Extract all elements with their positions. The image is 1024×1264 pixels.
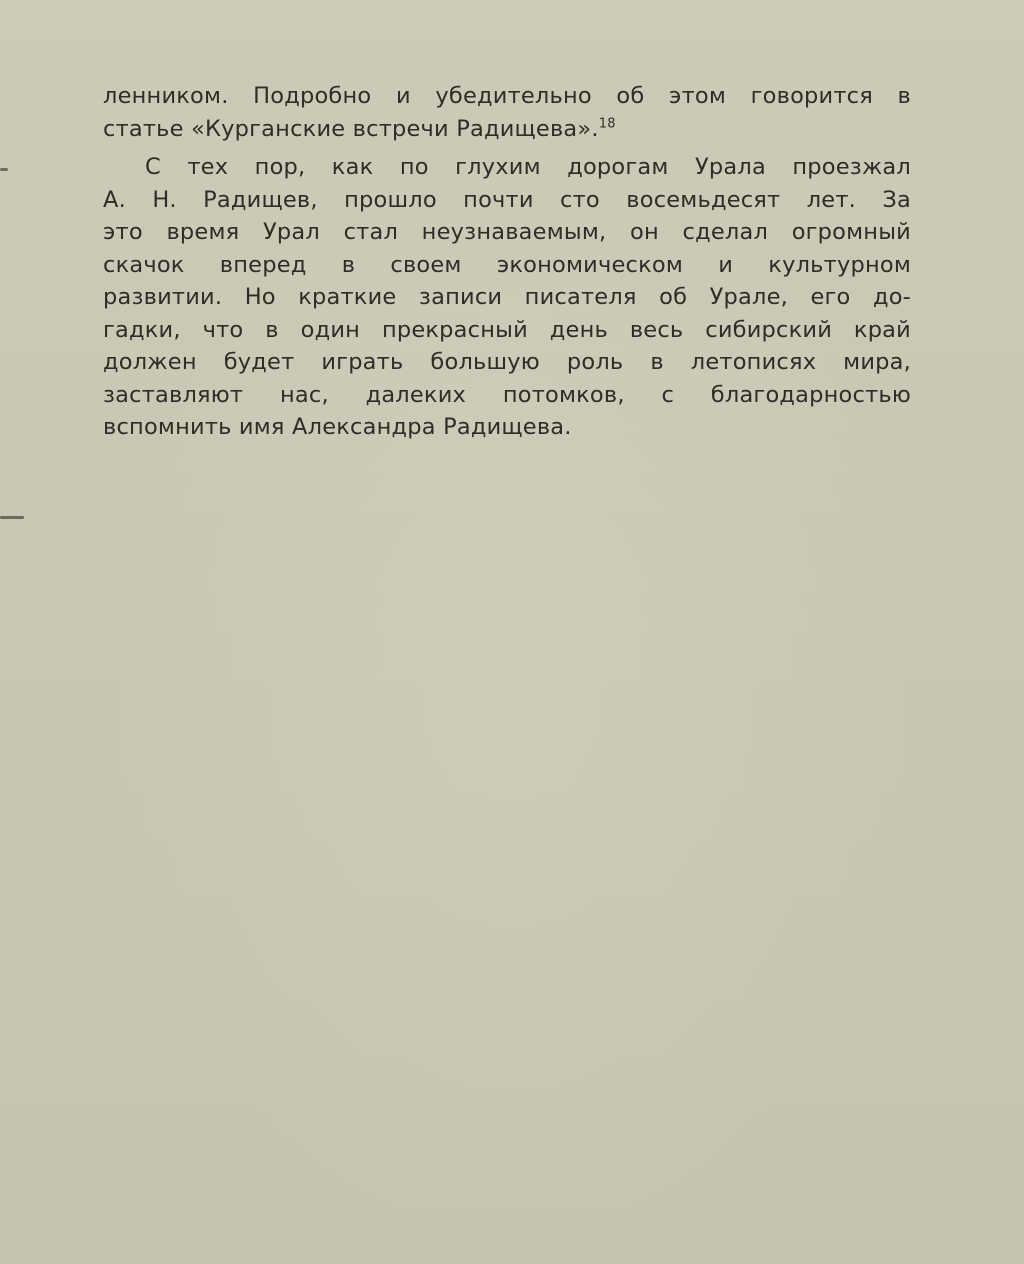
text-line: скачок вперед в своем экономическом и культурном xyxy=(103,251,911,278)
text-line: вспомнить имя Александра Радищева. xyxy=(103,414,572,440)
text-line: гадки, что в один прекрасный день весь сибирский край xyxy=(103,316,911,343)
text-line: заставляют нас, далеких потомков, с благодарностью xyxy=(103,381,911,408)
text-line: С тех пор, как по глухим дорогам Урала проезжал xyxy=(145,154,911,180)
text-line: ленником. Подробно и убедительно об этом говорится в xyxy=(103,83,911,109)
text-line: развитии. Но краткие записи писателя об Урале, его до- xyxy=(103,284,911,310)
margin-mark xyxy=(0,168,8,171)
margin-mark xyxy=(0,516,24,519)
body-text xyxy=(103,80,911,444)
text-line: это время Урал стал неузнаваемым, он сделал огромный xyxy=(103,219,911,245)
footnote-marker: 18 xyxy=(598,116,616,131)
text-line: А. Н. Радищев, прошло почти сто восемьдесят лет. За xyxy=(103,186,911,213)
paragraph-1 xyxy=(103,80,911,145)
text-line xyxy=(103,113,911,146)
text-line: должен будет играть большую роль в летописях мира, xyxy=(103,349,911,375)
paragraph-2 xyxy=(103,151,911,444)
text-line-content: статье «Курганские встречи Радищева». xyxy=(103,115,599,142)
